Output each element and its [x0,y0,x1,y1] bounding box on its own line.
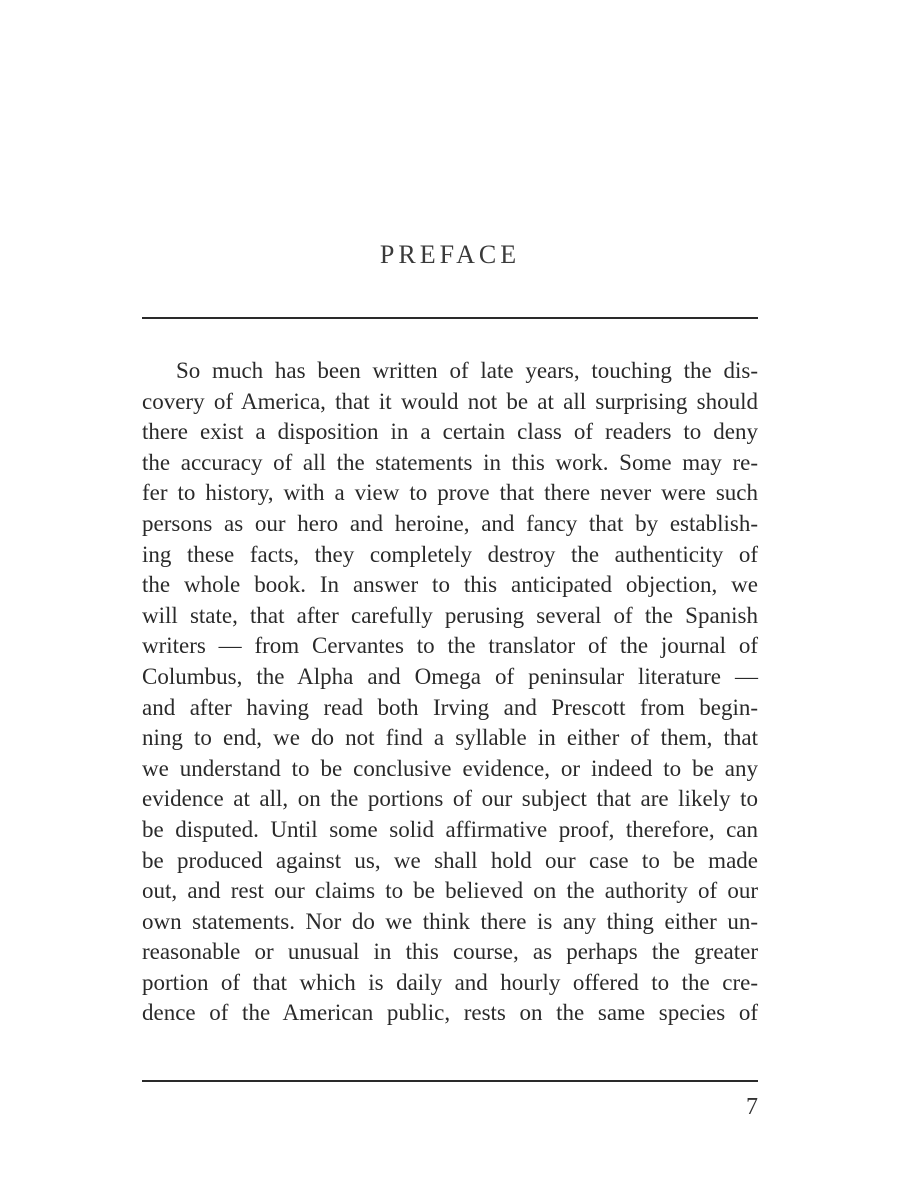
top-rule [142,317,758,319]
text-line: fer to history, with a view to prove that there never were such [142,480,758,506]
text-line: the accuracy of all the statements in this work. Some may re- [142,449,758,475]
text-line: be produced against us, we shall hold our case to be made [142,847,758,873]
text-line: there exist a disposition in a certain class of readers to deny [142,419,758,445]
text-line: will state, that after carefully perusing several of the Spanish [142,602,758,628]
text-line: own statements. Nor do we think there is any thing either un- [142,908,758,934]
text-line: the whole book. In answer to this anticipated objection, we [142,572,758,598]
text-line: we understand to be conclusive evidence, or indeed to be any [142,755,758,781]
text-line: covery of America, that it would not be at all surprising should [142,388,758,414]
text-line: writers — from Cervantes to the translator of the journal of [142,633,758,659]
text-line: out, and rest our claims to be believed on the authority of our [142,878,758,904]
text-line: dence of the American public, rests on the same species of [142,1000,758,1026]
text-line: ing these facts, they completely destroy the authenticity of [142,541,758,567]
bottom-rule [142,1080,758,1082]
text-line: portion of that which is daily and hourly offered to the cre- [142,969,758,995]
page-title: PREFACE [379,240,521,269]
text-line: ning to end, we do not find a syllable in either of them, that [142,725,758,751]
text-line: So much has been written of late years, touching the dis- [176,358,758,383]
text-line: and after having read both Irving and Prescott from begin- [142,694,758,720]
text-line: Columbus, the Alpha and Omega of peninsular literature — [142,663,758,689]
page-number: 7 [746,1094,758,1120]
text-line: persons as our hero and heroine, and fancy that by establish- [142,510,758,536]
text-line: reasonable or unusual in this course, as perhaps the greater [142,939,758,965]
text-line: be disputed. Until some solid affirmative proof, therefore, can [142,816,758,842]
preface-paragraph [142,356,758,1029]
text-line: evidence at all, on the portions of our subject that are likely to [142,786,758,812]
